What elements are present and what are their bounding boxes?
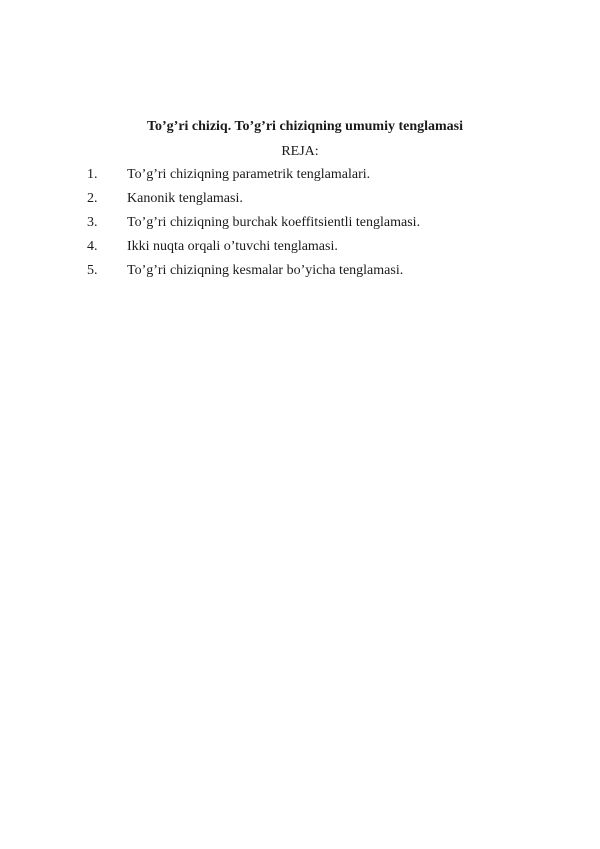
document-title bbox=[0, 118, 600, 136]
plan-heading-text: REJA: bbox=[281, 144, 319, 159]
plan-item-text: To’g’ri chiziqning parametrik tenglamalari. bbox=[127, 167, 371, 182]
plan-item bbox=[0, 260, 600, 284]
plan-item-text: Kanonik tenglamasi. bbox=[127, 191, 243, 206]
plan-item bbox=[0, 212, 600, 236]
plan-list bbox=[0, 164, 600, 284]
plan-item-number: 3. bbox=[87, 215, 98, 230]
plan-item bbox=[0, 188, 600, 212]
plan-heading bbox=[0, 143, 600, 161]
plan-item-number: 2. bbox=[87, 191, 98, 206]
plan-item-text: To’g’ri chiziqning burchak koeffitsientli tenglamasi. bbox=[127, 215, 421, 230]
plan-item-number: 1. bbox=[87, 167, 98, 182]
plan-item bbox=[0, 164, 600, 188]
plan-item-text: Ikki nuqta orqali o’tuvchi tenglamasi. bbox=[127, 239, 338, 254]
plan-item-text: To’g’ri chiziqning kesmalar bo’yicha tenglamasi. bbox=[127, 263, 404, 278]
plan-item bbox=[0, 236, 600, 260]
plan-item-number: 5. bbox=[87, 263, 98, 278]
plan-item-number: 4. bbox=[87, 239, 98, 254]
document-title-text: To’g’ri chiziq. To’g’ri chiziqning umumiy tenglamasi bbox=[146, 119, 464, 134]
